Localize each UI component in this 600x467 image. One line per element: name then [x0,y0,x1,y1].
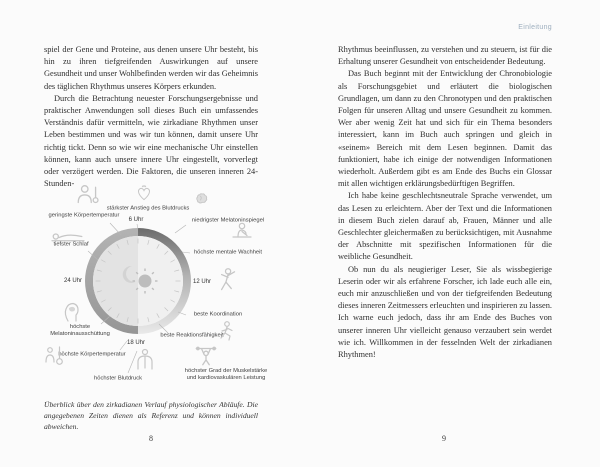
label-best-coordination: beste Koordination [193,311,243,318]
page-number-left: 8 [149,434,153,443]
right-page-text-column [338,44,552,361]
paragraph: Durch die Betrachtung neuester Forschungsergebnisse und praktischer Anwendungen soll dieses Buch ein umfassendes Verständnis dafür vermitteln, wie zirkadiane Rhythmen unser Leben bestimmen und was wir tun können, damit unsere Uhr richtig tickt. Denn so wie wir eine mechanische Uhr einstellen können, kann auch unsere innere Uhr eingestellt, vorverlegt oder verzögert werden. Die Faktoren, die unseren inneren 24-Stunden- [44,93,258,189]
label-highest-blood-pressure: höchster Blutdruck [93,375,143,382]
label-mental-alertness: höchste mentale Wachheit [193,249,263,256]
label-melatonin-release: höchste Melatoninausschüttung [50,324,110,337]
label-deepest-sleep: tiefster Schlaf [53,241,89,248]
heart-icon [134,183,154,203]
hour-label-24: 24 Uhr [63,278,83,284]
label-blood-pressure-rise: stärkster Anstieg des Blutdrucks [106,205,190,212]
paragraph: Rhythmus beeinflussen, zu verstehen und zu steuern, ist für die Erhaltung unserer Gesundheit von entscheidender Bedeutung. [338,45,552,67]
label-best-reaction: beste Reaktionsfähigkeit [160,332,224,339]
label-muscle-strength: höchster Grad der Muskelstärke und kardiovaskulären Leistung [184,368,268,381]
label-lowest-body-temperature: geringste Körpertemperatur [48,212,120,219]
paragraph: Ich habe keine geschlechtsneutrale Sprache verwendet, um das Lesen zu erleichtern. Aber der Text und die Informationen in diesem Buch zielen darauf ab, Frauen, Männer und alle Geschlechter gleichermaßen zu berücksichtigen, mit Ausnahme der Abschnitte mit spezifischen Informationen für die weibliche Gesundheit. [338,191,552,262]
thermometer-icon [43,343,65,369]
weightlifting-icon [193,342,219,368]
running-icon [213,320,237,344]
label-highest-body-temperature: höchste Körpertemperatur [58,351,126,358]
paragraph: Das Buch beginnt mit der Entwicklung der Chronobiologie als Forschungsgebiet und erläutert die biologischen Grundlagen, um dann zu den Chronotypen und den praktischen Folgen für unseren Alltag und unsere Gesundheit zu kommen. Wer aber wenig Zeit hat und sich für ein Thema besonders interessiert, kann im Buch auch springen und gleich in «seinem» Bereich mit dem Lesen beginnen. Damit das funktioniert, habe ich einige der notwendigen Informationen wiederholt. Außerdem gibt es am Ende des Buchs ein Glossar mit allen wichtigen erklärungsbedürftigen Begriffen. [338,69,552,189]
stretching-icon [214,267,240,295]
page-number-right: 9 [442,434,446,443]
hour-label-18: 18 Uhr [126,340,146,346]
melatonin-icon [61,300,83,324]
paragraph: Ob nun du als neugieriger Leser, Sie als wissbegierige Leserin oder wir als erfahrene Forscher, ich lade euch alle ein, euch mir anzuschließen und von der tiefgreifenden Bedeutung dieses inneren Zeitmessers erleuchten und inspirieren zu lassen. Ich warne euch jedoch, dass ihr am Ende des Buches von unserer inneren Uhr vielleicht genauso verzaubert sein werdet wie ich. Willkommen in der fesselnden Welt der zirkadianen Rhythmen! [338,264,552,360]
hour-label-6: 6 Uhr [128,217,144,223]
label-lowest-melatonin: niedrigster Melatoninspiegel [191,217,265,224]
desk-work-icon [229,221,253,245]
body-temperature-icon [75,183,101,209]
blood-pressure-icon [134,348,156,372]
brain-icon [193,191,211,209]
paragraph: spiel der Gene und Proteine, aus denen unsere Uhr besteht, bis hin zu ihren tiefgreifenden Auswirkungen auf unsere Gesundheit und unser Wohlbefinden werden wir das Geheimnis des täglichen Rhythmus unseres Körpers erkunden. [44,45,258,91]
running-header: Einleitung [518,24,552,31]
circadian-clock-figure [28,183,312,399]
hour-label-12: 12 Uhr [192,279,212,285]
figure-caption: Überblick über den zirkadianen Verlauf physiologischer Abläufe. Die angegebenen Zeiten dienen als Referenz und können individuell abweichen. [44,400,258,431]
left-page-text-column [44,44,258,190]
sleep-icon [51,229,85,244]
